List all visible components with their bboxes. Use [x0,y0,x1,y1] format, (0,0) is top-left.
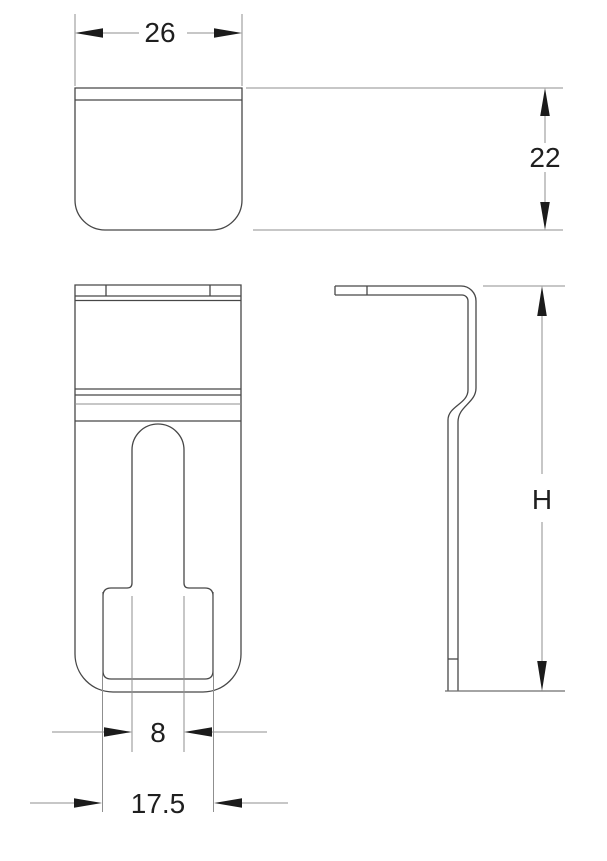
dimension-22 [246,88,563,230]
arrowhead-down [540,202,550,230]
dimension-label-22: 22 [529,142,561,173]
dimension-26 [75,14,242,86]
dimension-label-17-5: 17.5 [130,788,186,819]
front-view-outline [75,285,241,692]
dimension-label-26: 26 [144,17,176,48]
side-view [335,286,565,691]
arrowhead-left [104,727,132,737]
dimension-label-8: 8 [150,717,166,748]
arrowhead-down [537,661,547,691]
dimension-h [483,286,565,691]
arrowhead-right [184,727,212,737]
side-profile-inner [335,295,468,691]
arrowhead-up [540,88,550,116]
dimension-17-5 [30,592,288,819]
arrowhead-right [214,28,242,38]
side-profile-outer [335,286,476,691]
keyhole-slot-outline [103,424,213,679]
top-view-outline [75,88,242,230]
arrowhead-right [214,798,242,808]
dimension-label-h: H [531,484,553,515]
arrowhead-left [75,28,103,38]
front-view [75,285,241,692]
arrowhead-up [537,286,547,316]
top-view [75,88,242,230]
arrowhead-left [74,798,102,808]
